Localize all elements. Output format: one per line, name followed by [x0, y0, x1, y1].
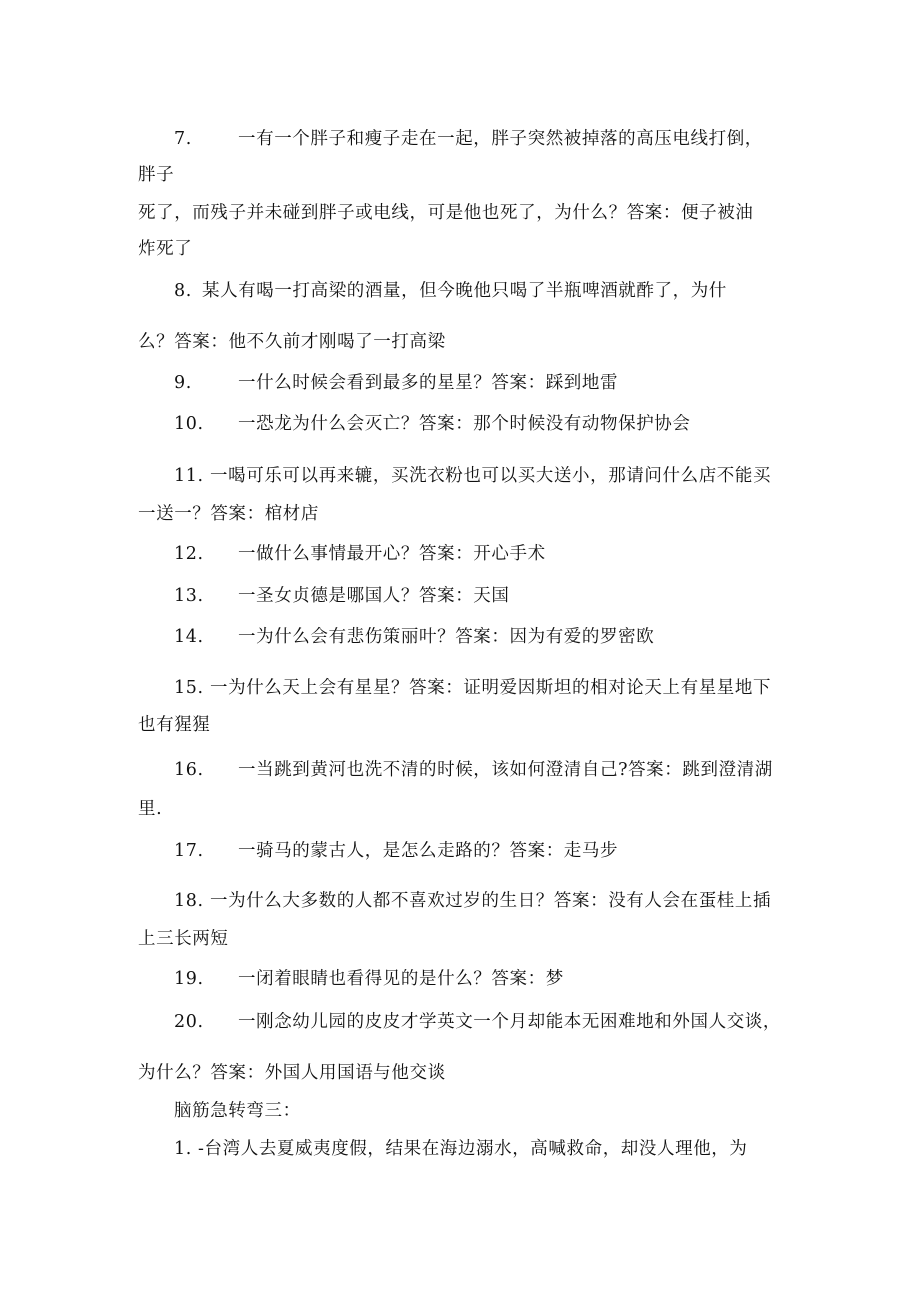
- item-text: 一有一个胖子和瘦子走在一起，胖子突然被掉落的高压电线打倒，: [238, 129, 763, 149]
- item-number: 12.: [174, 544, 204, 564]
- item-number: 10.: [174, 414, 204, 434]
- item-text: 一闭着眼睛也看得见的是什么？答案：梦: [238, 969, 564, 989]
- item-text: 一当跳到黄河也洗不清的时候，该如何澄清自己?答案：跳到澄清湖: [238, 760, 773, 780]
- item-text: 某人有喝一打高梁的酒量，但今晚他只喝了半瓶啤酒就酢了，为什: [202, 281, 727, 301]
- item-number: 13.: [174, 586, 204, 606]
- item-text: 一为什么大多数的人都不喜欢过岁的生日？答案：没有人会在蛋桂上插: [210, 891, 772, 911]
- item-number: 17.: [174, 841, 204, 861]
- item-number: 19.: [174, 969, 204, 989]
- item-number: 18.: [174, 891, 204, 911]
- item-number: 15.: [174, 678, 204, 698]
- item-text: 一骑马的蒙古人，是怎么走路的？答案：走马步: [238, 841, 619, 861]
- item-text-continued: 里.: [138, 799, 163, 819]
- item-text-continued: 为什么？答案：外国人用国语与他交谈: [138, 1063, 446, 1083]
- item-text-continued: 死了，而残子并未碰到胖子或电线，可是他也死了，为什么？答案：便子被油: [138, 203, 754, 223]
- item-number: 1.: [174, 1139, 192, 1159]
- item-text-continued: 也有猩猩: [138, 715, 211, 735]
- item-text: 一刚念幼儿园的皮皮才学英文一个月却能本无困难地和外国人交谈，: [238, 1012, 781, 1032]
- item-text-continued: 一送一？答案：棺材店: [138, 504, 319, 524]
- item-text: 一做什么事情最开心？答案：开心手术: [238, 544, 546, 564]
- item-text: 一为什么天上会有星星？答案：证明爱因斯坦的相对论天上有星星地下: [210, 678, 772, 698]
- item-text-continued: 上三长两短: [138, 929, 229, 949]
- item-text: 一恐龙为什么会灭亡？答案：那个时候没有动物保护协会: [238, 414, 691, 434]
- item-number: 14.: [174, 627, 204, 647]
- item-number: 9.: [174, 373, 192, 393]
- item-number: 7.: [174, 129, 192, 149]
- item-text-continued: 胖子: [138, 165, 175, 185]
- section-title: 脑筋急转弯三：: [174, 1101, 301, 1121]
- item-text-continued: 炸死了: [138, 239, 193, 259]
- item-text: 一圣女贞德是哪国人？答案：天国: [238, 586, 510, 606]
- item-text: 一为什么会有悲伤策丽叶？答案：因为有爱的罗密欧: [238, 627, 655, 647]
- item-text-continued: 么？答案：他不久前才刚喝了一打高梁: [138, 332, 446, 352]
- item-text: 一什么时候会看到最多的星星？答案：踩到地雷: [238, 373, 619, 393]
- item-number: 20.: [174, 1012, 204, 1032]
- item-text: 一喝可乐可以再来辘，买洗衣粉也可以买大送小，那请问什么店不能买: [210, 466, 772, 486]
- item-number: 16.: [174, 760, 204, 780]
- item-text: -台湾人去夏威夷度假，结果在海边溺水，高喊救命，却没人理他，为: [198, 1139, 748, 1159]
- item-number: 8.: [174, 281, 192, 301]
- item-number: 11.: [174, 466, 204, 486]
